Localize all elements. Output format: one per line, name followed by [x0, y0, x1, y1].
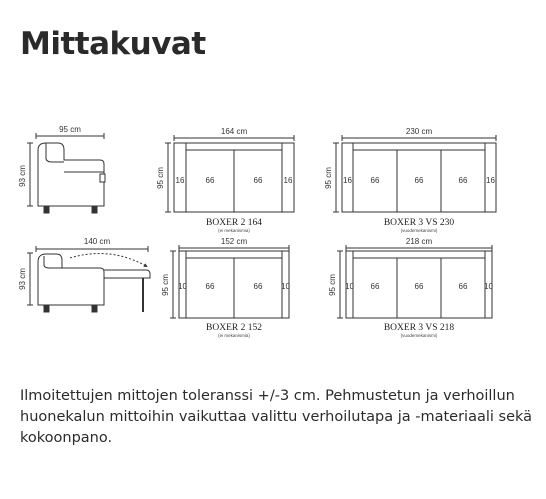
model-note: (ei mekanismia) [218, 333, 250, 338]
seat-width-label: 66 [370, 282, 380, 291]
model-name: BOXER 3 VS 230 [383, 218, 455, 228]
plan-depth-label: 95 cm [156, 167, 165, 189]
side-width-label: 95 cm [59, 125, 81, 134]
plan-width-label: 152 cm [220, 237, 248, 246]
arm-width-label: 10 [345, 282, 354, 291]
extension-arrow [70, 254, 146, 267]
sofa-side-outline [38, 254, 104, 305]
plan-depth-label: 95 cm [324, 167, 333, 189]
tolerance-description: Ilmoitettujen mittojen toleranssi +/-3 cm. Pehmustetun ja verhoillun huonekalun mittoihin vaikuttaa valittu verhoilutapa ja -materiaali sekä kokoonpano. [20, 388, 533, 446]
model-note: (ei mekanismia) [218, 228, 250, 233]
plan-boxer-3-vs-218 [328, 237, 493, 338]
side-view-standard [27, 133, 105, 213]
model-note: (vuodemekanismi) [400, 228, 438, 233]
side-height-label: 93 cm [18, 165, 27, 187]
arm-width-label: 10 [178, 282, 187, 291]
sofa-leg [92, 206, 97, 213]
plan-boxer-2-164 [156, 127, 294, 233]
seat-width-label: 66 [414, 282, 424, 291]
model-name: BOXER 3 VS 218 [383, 323, 455, 333]
arm-width-label: 16 [175, 176, 185, 185]
seat-width-label: 66 [205, 282, 215, 291]
seat-width-label: 66 [253, 176, 263, 185]
plan-boxer-3-vs-230 [324, 127, 496, 233]
model-note: (vuodemekanismi) [400, 333, 438, 338]
plan-boxer-2-152 [161, 237, 290, 338]
arm-width-label: 16 [486, 176, 495, 185]
side-height-label: 93 cm [18, 268, 27, 290]
sofa-leg [44, 305, 49, 312]
seat-width-label: 66 [253, 282, 263, 291]
dimension-drawings [0, 110, 546, 350]
seat-width-label: 66 [205, 176, 215, 185]
model-name: BOXER 2 152 [206, 323, 262, 333]
plan-width-label: 164 cm [220, 127, 248, 136]
seat-width-label: 66 [458, 176, 468, 185]
seat-width-label: 66 [414, 176, 424, 185]
model-name: BOXER 2 164 [206, 218, 262, 228]
sofa-leg [44, 206, 49, 213]
page-title: Mittakuvat [20, 26, 206, 62]
plan-width-label: 230 cm [405, 127, 433, 136]
seat-width-label: 66 [458, 282, 468, 291]
side-width-label: 140 cm [83, 237, 111, 246]
seat-width-label: 66 [370, 176, 380, 185]
plan-depth-label: 95 cm [328, 274, 337, 296]
bed-extension [104, 270, 150, 278]
arm-width-label: 10 [484, 282, 493, 291]
plan-width-label: 218 cm [405, 237, 433, 246]
arm-width-label: 16 [283, 176, 293, 185]
sofa-side-outline [38, 143, 104, 206]
side-view-extended [27, 246, 150, 312]
sofa-leg [92, 305, 97, 312]
arm-width-label: 16 [343, 176, 352, 185]
plan-depth-label: 95 cm [161, 274, 170, 296]
arm-width-label: 10 [281, 282, 290, 291]
